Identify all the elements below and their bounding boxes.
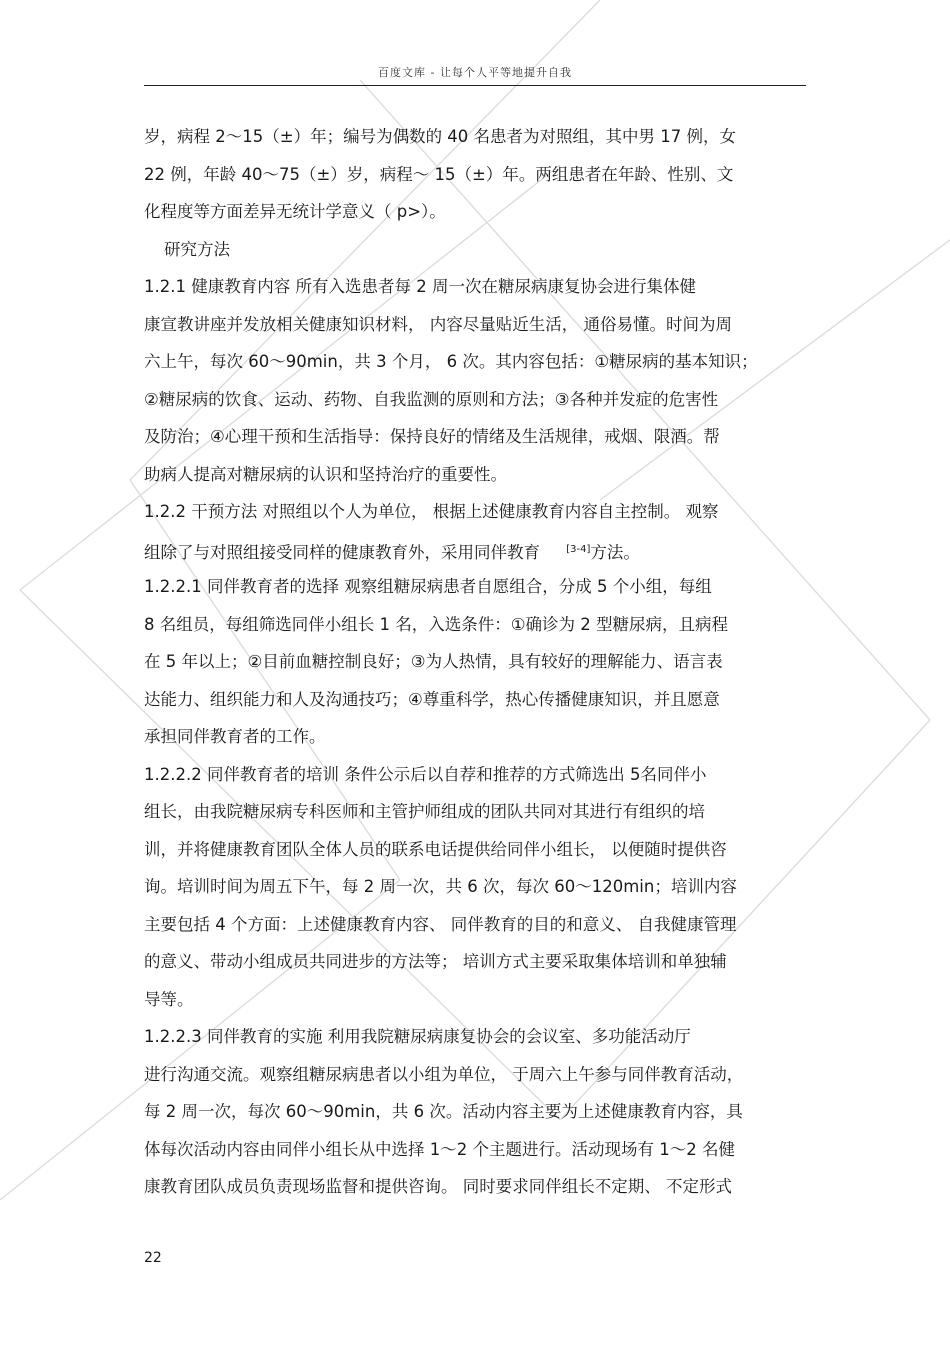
text-line: 主要包括 4 个方面：上述健康教育内容、 同伴教育的目的和意义、 自我健康管理	[144, 914, 737, 934]
text-line: 1.2.2.3 同伴教育的实施 利用我院糖尿病康复协会的会议室、多功能活动厅	[144, 1027, 691, 1046]
document-body	[144, 118, 809, 1206]
text-line: 22 例，年龄 40～75（±）岁，病程～ 15（±）年。两组患者在年龄、性别、文	[144, 164, 734, 184]
section-heading: 研究方法	[164, 239, 230, 259]
text-line: 询。培训时间为周五下午，每 2 周一次，共 6 次，每次 60～120min；培训内容	[144, 877, 737, 896]
page-header: 百度文库 - 让每个人平等地提升自我	[378, 66, 572, 79]
text-line: 进行沟通交流。观察组糖尿病患者以小组为单位， 于周六上午参与同伴教育活动，	[144, 1064, 744, 1084]
page-number: 22	[144, 1250, 162, 1266]
text-line: 每 2 周一次，每次 60～90min，共 6 次。活动内容主要为上述健康教育内容，具	[144, 1102, 743, 1121]
text-line: 8 名组员，每组筛选同伴小组长 1 名，入选条件：①确诊为 2 型糖尿病，且病程	[144, 614, 729, 634]
text-line: 体每次活动内容由同伴小组长从中选择 1～2 个主题进行。活动现场有 1～2 名健	[144, 1139, 735, 1159]
text-line: 训，并将健康教育团队全体人员的联系电话提供给同伴小组长， 以便随时提供咨	[144, 839, 727, 859]
text-line: 1.2.2 干预方法 对照组以个人为单位， 根据上述健康教育内容自主控制。 观察	[144, 502, 719, 521]
text-line: 的意义、带动小组成员共同进步的方法等； 培训方式主要采取集体培训和单独辅	[144, 952, 727, 971]
text-line: 1.2.2.1 同伴教育者的选择 观察组糖尿病患者自愿组合，分成 5 个小组，每组	[144, 577, 712, 596]
text-line-with-citation	[144, 531, 809, 569]
citation-reference: [3-4]	[566, 543, 591, 555]
text-line: 六上午，每次 60～90min，共 3 个月， 6 次。其内容包括：①糖尿病的基本知识；	[144, 352, 758, 371]
text-line: 达能力、组织能力和人及沟通技巧；④尊重科学，热心传播健康知识，并且愿意	[144, 689, 720, 709]
text-line: 1.2.1 健康教育内容 所有入选患者每 2 周一次在糖尿病康复协会进行集体健	[144, 277, 696, 296]
text-line: 助病人提高对糖尿病的认识和坚持治疗的重要性。	[144, 464, 507, 484]
text-line: 化程度等方面差异无统计学意义（ p>）。	[144, 202, 446, 221]
text-line: 岁，病程 2～15（±）年；编号为偶数的 40 名患者为对照组，其中男 17 例，女	[144, 127, 737, 146]
text-line: 承担同伴教育者的工作。	[144, 727, 326, 746]
header-divider	[144, 85, 806, 86]
text-segment: 组除了与对照组接受同样的健康教育外，采用同伴教育	[144, 542, 540, 562]
text-line: 及防治；④心理干预和生活指导：保持良好的情绪及生活规律，戒烟、限酒。帮	[144, 427, 720, 446]
text-line: 在 5 年以上；②目前血糖控制良好；③为人热情，具有较好的理解能力、语言表	[144, 652, 723, 671]
text-line: 康宣教讲座并发放相关健康知识材料， 内容尽量贴近生活， 通俗易懂。时间为周	[144, 314, 732, 334]
text-segment: 方法。	[590, 542, 640, 562]
text-line: ②糖尿病的饮食、运动、药物、自我监测的原则和方法；③各种并发症的危害性	[144, 389, 719, 409]
text-line: 组长，由我院糖尿病专科医师和主管护师组成的团队共同对其进行有组织的培	[144, 802, 705, 821]
text-line: 1.2.2.2 同伴教育者的培训 条件公示后以自荐和推荐的方式筛选出 5名同伴小	[144, 764, 707, 784]
text-line: 导等。	[144, 989, 194, 1009]
text-line: 康教育团队成员负责现场监督和提供咨询。 同时要求同伴组长不定期、 不定形式	[144, 1177, 732, 1196]
